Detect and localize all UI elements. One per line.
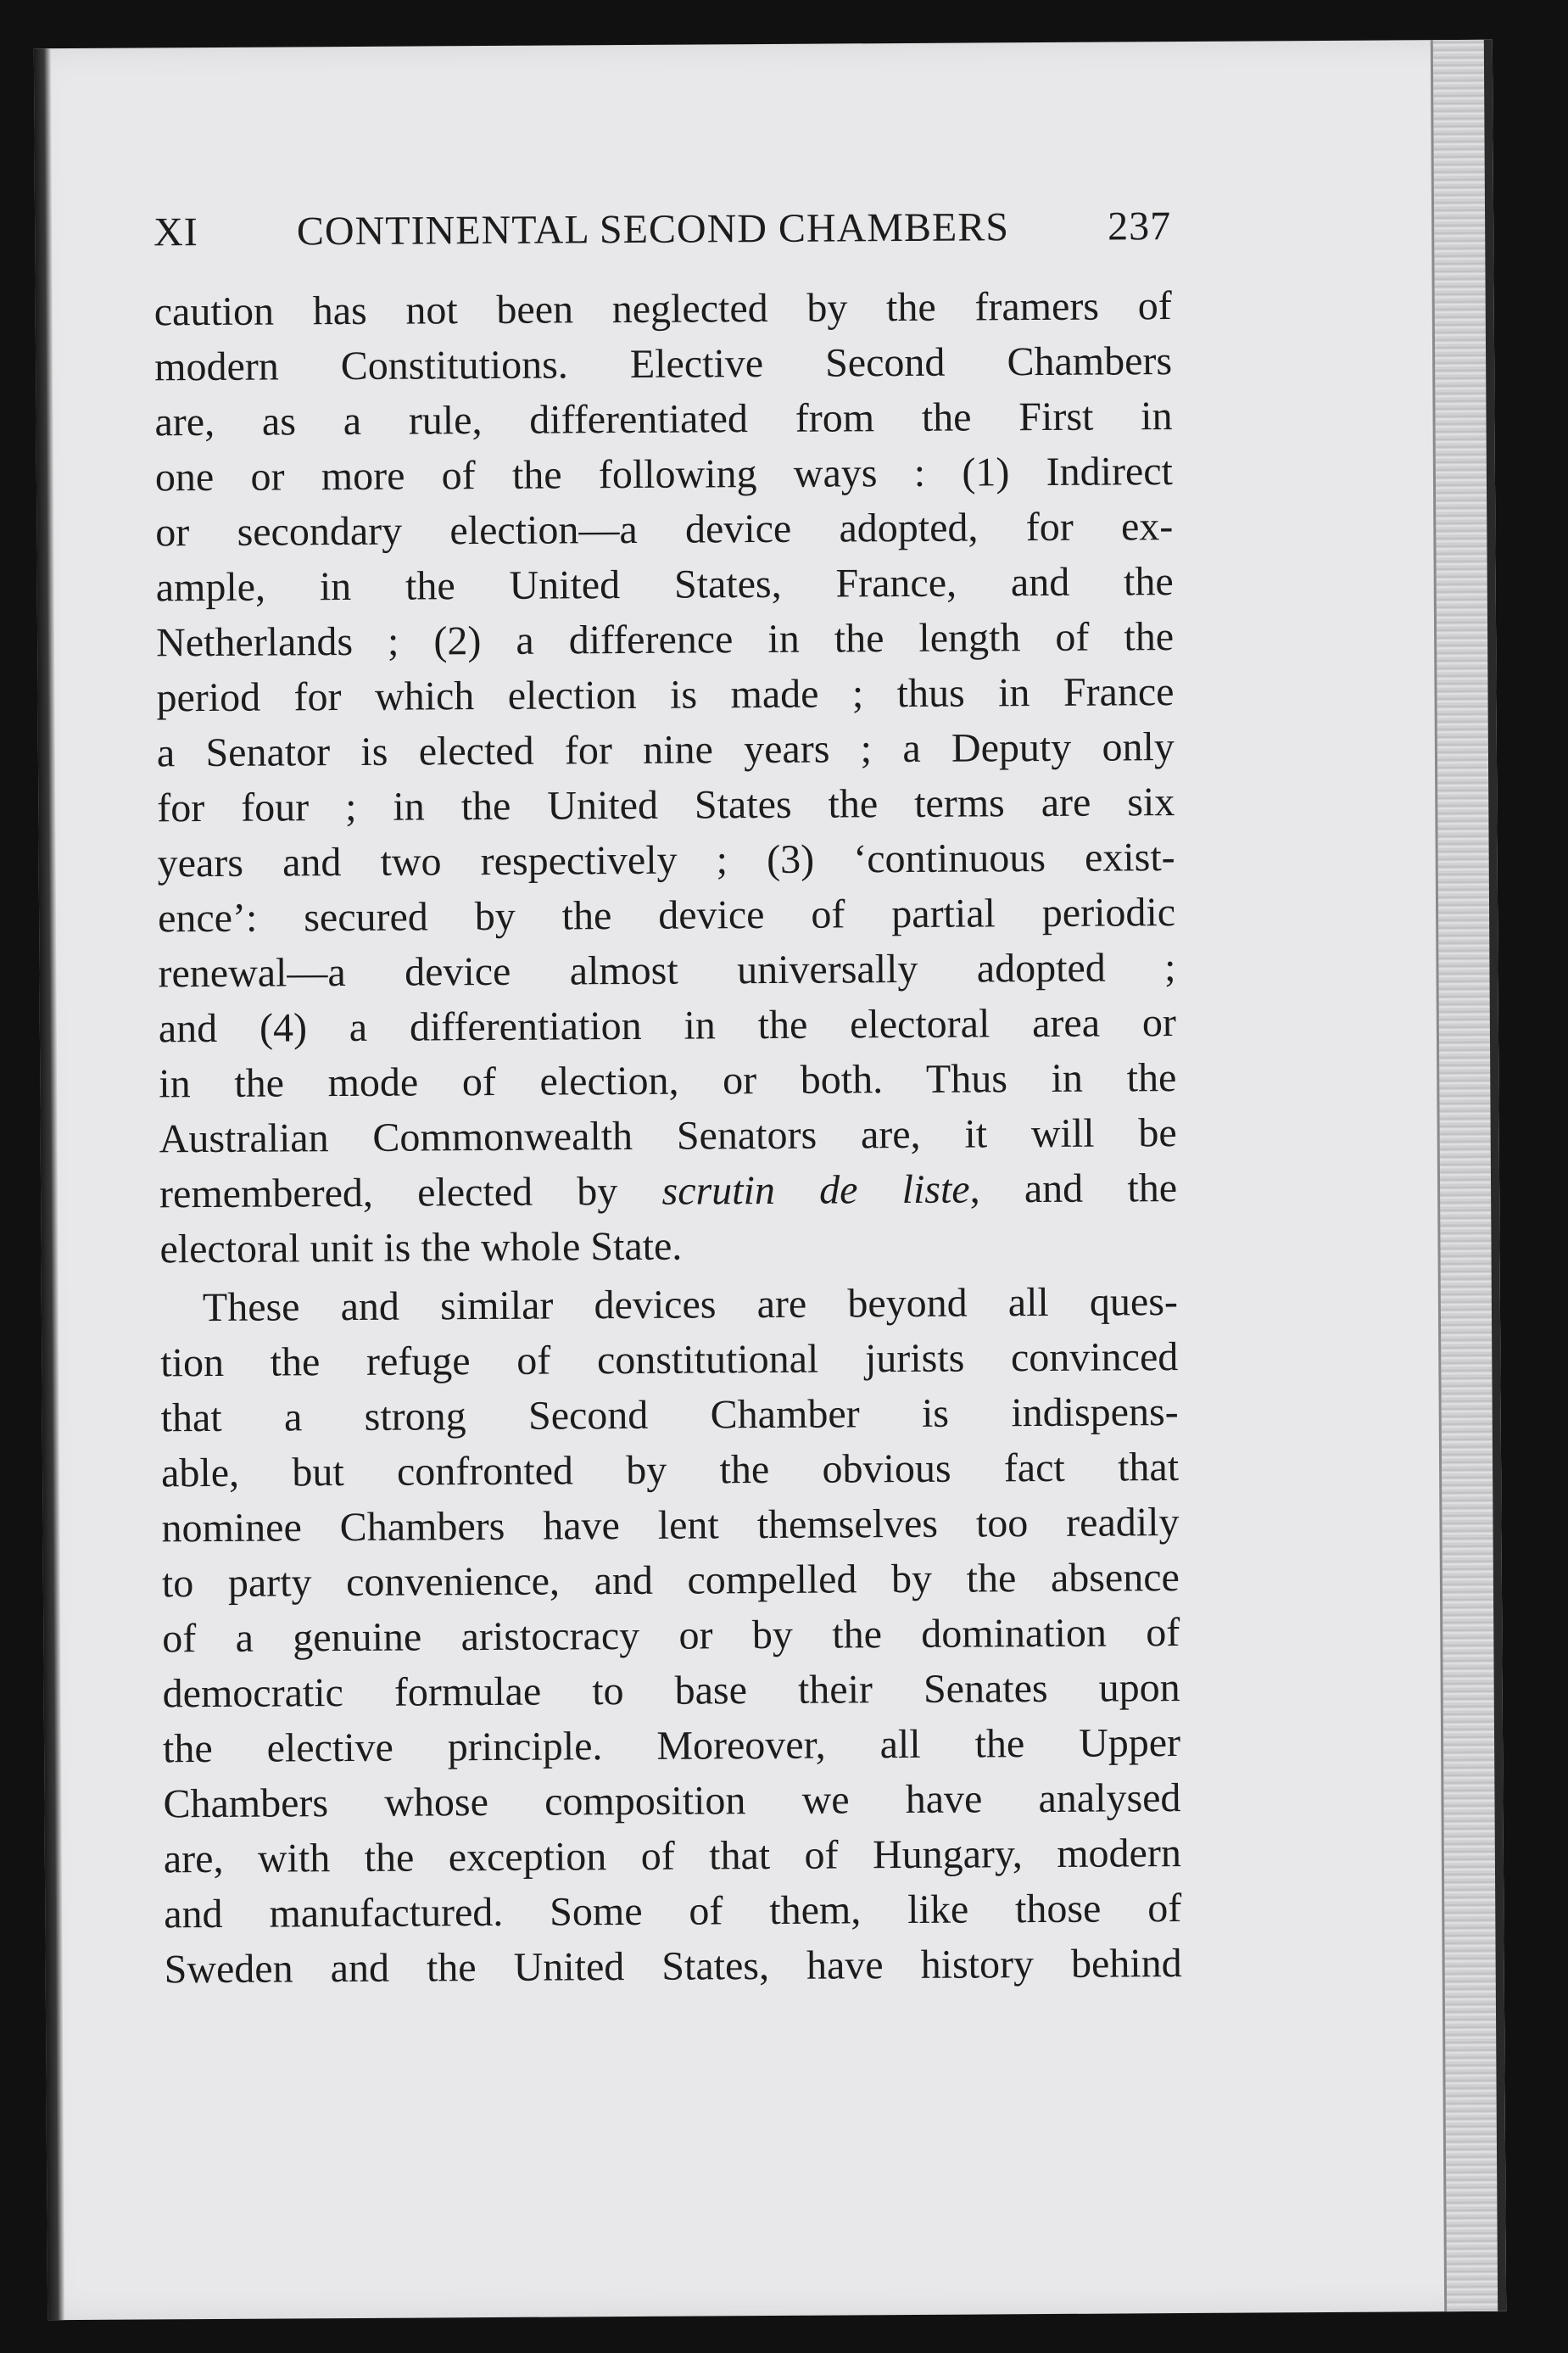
text-segment: remembered, elected by bbox=[159, 1168, 662, 1217]
text-line: modern Constitutions. Elective Second Chambers bbox=[153, 338, 1173, 390]
text-line: in the mode of election, or both. Thus in the bbox=[159, 1055, 1177, 1107]
text-line: and manufactured. Some of them, like those of bbox=[164, 1886, 1182, 1937]
text-line: tion the refuge of constitutional jurists convinced bbox=[160, 1334, 1179, 1386]
text-line: Netherlands ; (2) a difference in the length of the bbox=[155, 614, 1175, 666]
text-line: to party convenience, and compelled by the absence bbox=[161, 1555, 1180, 1607]
text-line-italic-phrase bbox=[159, 1160, 1177, 1221]
text-line: and (4) a differentiation in the electoral area or bbox=[158, 1000, 1177, 1052]
text-line: for four ; in the United States the terms are six bbox=[157, 780, 1175, 831]
book-page bbox=[34, 40, 1506, 2320]
text-line: These and similar devices are beyond all ques- bbox=[202, 1279, 1179, 1331]
page-number: 237 bbox=[1107, 204, 1172, 249]
text-line: one or more of the following ways : (1) Indirect bbox=[154, 449, 1174, 500]
text-segment: , and the bbox=[969, 1165, 1178, 1212]
paragraph-1 bbox=[154, 278, 1178, 1277]
text-line: Chambers whose composition we have analysed bbox=[163, 1775, 1181, 1827]
text-line: of a genuine aristocracy or by the domination of bbox=[162, 1610, 1180, 1662]
text-line: are, as a rule, differentiated from the First in bbox=[154, 394, 1173, 445]
text-line: or secondary election—a device adopted, for ex- bbox=[155, 504, 1174, 556]
text-line: electoral unit is the whole State. bbox=[159, 1223, 683, 1272]
running-header bbox=[153, 203, 1171, 255]
text-line: able, but confronted by the obvious fact that bbox=[160, 1445, 1180, 1496]
text-line: nominee Chambers have lent themselves too readily bbox=[161, 1500, 1180, 1551]
text-line: years and two respectively ; (3) ‘continuous exist- bbox=[157, 835, 1175, 886]
text-line: Australian Commonwealth Senators are, it will be bbox=[159, 1110, 1177, 1162]
page-text bbox=[153, 203, 1182, 1997]
running-title: CONTINENTAL SECOND CHAMBERS bbox=[296, 204, 1010, 254]
text-line: that a strong Second Chamber is indispens- bbox=[160, 1389, 1179, 1441]
text-line: Sweden and the United States, have history behind bbox=[164, 1941, 1182, 1993]
text-line: are, with the exception of that of Hungary, modern bbox=[163, 1830, 1182, 1882]
text-line: ence’: secured by the device of partial periodic bbox=[157, 890, 1176, 942]
book-spine-shadow bbox=[34, 48, 64, 2320]
text-line: democratic formulae to base their Senates upon bbox=[162, 1665, 1180, 1717]
italic-phrase: scrutin de liste bbox=[661, 1166, 970, 1214]
paragraph-2 bbox=[160, 1274, 1182, 1997]
text-line: ample, in the United States, France, and the bbox=[155, 559, 1174, 611]
text-line: period for which election is made ; thus in France bbox=[156, 669, 1175, 721]
text-line: the elective principle. Moreover, all the Upper bbox=[162, 1720, 1181, 1772]
chapter-number: XI bbox=[153, 210, 198, 255]
text-line: renewal—a device almost universally adopted ; bbox=[158, 945, 1176, 997]
text-line: a Senator is elected for nine years ; a Deputy only bbox=[156, 724, 1175, 776]
text-line: caution has not been neglected by the framers of bbox=[153, 283, 1172, 335]
